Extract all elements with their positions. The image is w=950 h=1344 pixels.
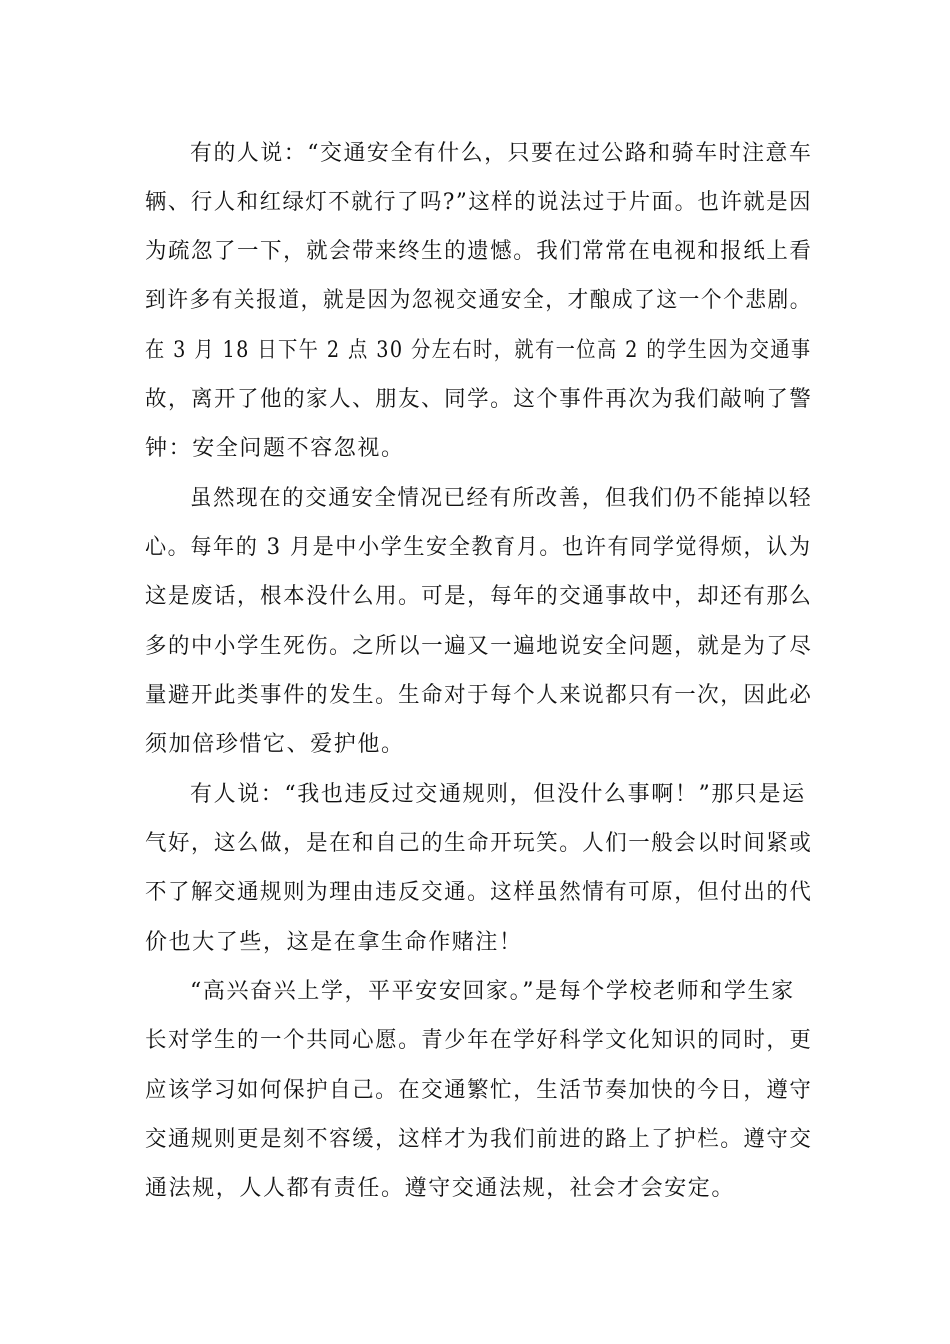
paragraph-1-line-6: 故，离开了他的家人、朋友、同学。这个事件再次为我们敲响了警 <box>145 387 813 412</box>
paragraph-1-line-2: 辆、行人和红绿灯不就行了吗?”这样的说法过于片面。也许就是因 <box>145 190 813 215</box>
paragraph-4-line-5: 通法规，人人都有责任。遵守交通法规，社会才会安定。 <box>145 1176 736 1201</box>
paragraph-4-line-4: 交通规则更是刻不容缓，这样才为我们前进的路上了护栏。遵守交 <box>145 1127 813 1152</box>
paragraph-4-line-1: “高兴奋兴上学，平平安安回家。”是每个学校老师和学生家 <box>190 979 795 1004</box>
paragraph-1-line-5: 在 3 月 18 日下午 2 点 30 分左右时，就有一位高 2 的学生因为交通事 <box>145 338 812 363</box>
paragraph-3-line-3: 不了解交通规则为理由违反交通。这样虽然情有可原，但付出的代 <box>145 880 813 905</box>
paragraph-1-line-4: 到许多有关报道，就是因为忽视交通安全，才酿成了这一个个悲剧。 <box>145 288 813 313</box>
paragraph-1-line-1: 有的人说：“交通安全有什么，只要在过公路和骑车时注意车 <box>190 141 813 166</box>
paragraph-2-line-2: 心。每年的 3 月是中小学生安全教育月。也许有同学觉得烦，认为 <box>145 535 812 560</box>
paragraph-4-line-2: 长对学生的一个共同心愿。青少年在学好科学文化知识的同时，更 <box>145 1028 813 1053</box>
paragraph-3-line-2: 气好，这么做，是在和自己的生命开玩笑。人们一般会以时间紧或 <box>145 831 813 856</box>
paragraph-3-line-4: 价也大了些，这是在拿生命作赌注！ <box>145 930 523 955</box>
paragraph-1-line-3: 为疏忽了一下，就会带来终生的遗憾。我们常常在电视和报纸上看 <box>145 239 813 264</box>
paragraph-2-line-5: 量避开此类事件的发生。生命对于每个人来说都只有一次，因此必 <box>145 683 813 708</box>
paragraph-2-line-1: 虽然现在的交通安全情况已经有所改善，但我们仍不能掉以轻 <box>190 486 813 511</box>
paragraph-2-line-4: 多的中小学生死伤。之所以一遍又一遍地说安全问题，就是为了尽 <box>145 634 813 659</box>
paragraph-4-line-3: 应该学习如何保护自己。在交通繁忙，生活节奏加快的今日，遵守 <box>145 1078 813 1103</box>
paragraph-2-line-3: 这是废话，根本没什么用。可是，每年的交通事故中，却还有那么 <box>145 584 813 609</box>
paragraph-3-line-1: 有人说：“我也违反过交通规则，但没什么事啊！”那只是运 <box>190 782 806 807</box>
paragraph-1-line-7: 钟：安全问题不容忽视。 <box>145 436 405 461</box>
paragraph-2-line-6: 须加倍珍惜它、爱护他。 <box>145 732 405 757</box>
